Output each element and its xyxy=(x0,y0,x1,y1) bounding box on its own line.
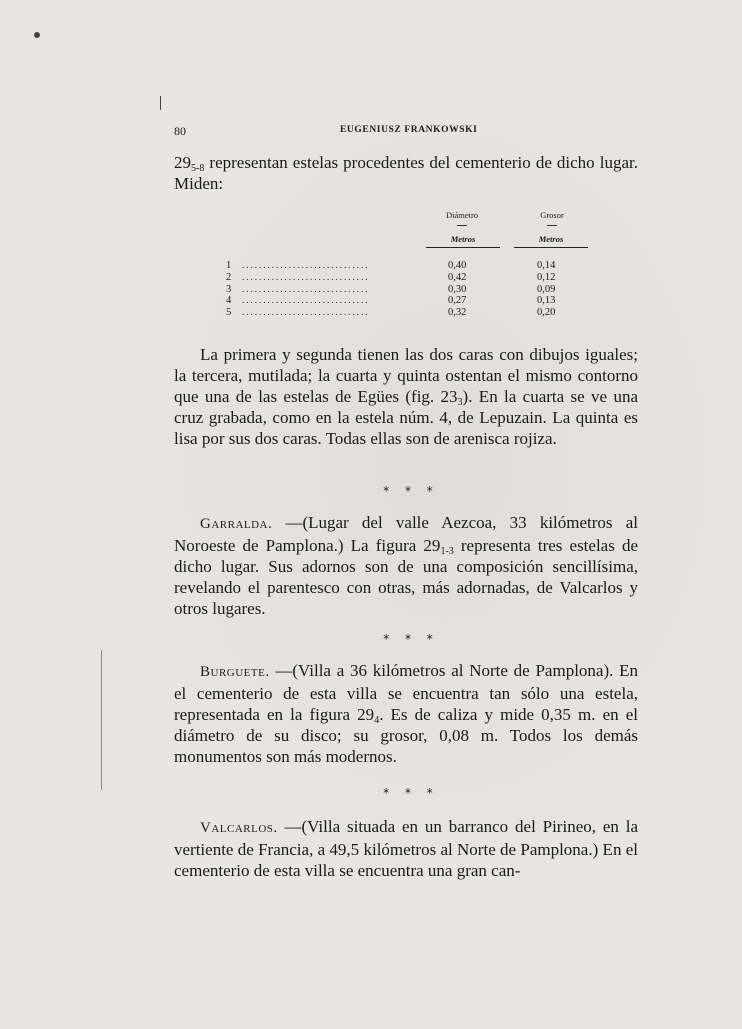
column-header-diametro: Diámetro xyxy=(445,210,479,220)
figure-sub: 3 xyxy=(457,397,463,408)
section-separator: * * * xyxy=(383,786,439,800)
paragraph-burguete xyxy=(174,660,638,767)
paragraph-text: —(Villa a 36 kilómetros al Norte de Pamplona). En el cementerio de esta villa se encuentra tan sólo una estela, representada en la figura 29 xyxy=(174,661,638,724)
intro-figure-ref: 29 xyxy=(174,153,191,172)
row-grosor: 0,12 xyxy=(537,271,556,283)
table-row xyxy=(226,307,596,319)
row-grosor: 0,09 xyxy=(537,283,556,295)
row-number: 4 xyxy=(226,295,232,307)
paragraph-garralda xyxy=(174,512,638,619)
row-number: 5 xyxy=(226,307,232,319)
paragraph-text: representa tres estelas de dicho lugar. Sus adornos son de una composición sencillísima, revelando el parentesco con otras, más adornadas, de Valcarlos y otros lugares. xyxy=(174,536,639,618)
row-leader: .............................. xyxy=(242,283,370,294)
row-leader: .............................. xyxy=(242,307,370,318)
row-leader: .............................. xyxy=(242,260,370,270)
scan-speck xyxy=(34,32,40,38)
table-row xyxy=(226,295,596,307)
table-row xyxy=(226,284,596,296)
place-name: Valcarlos. xyxy=(200,820,278,836)
scan-speck xyxy=(160,96,161,110)
paragraph-valcarlos xyxy=(174,816,638,881)
unit-label-diametro: Metros xyxy=(426,234,500,248)
intro-figure-sub: 5-8 xyxy=(191,163,205,174)
figure-sub: 1-3 xyxy=(440,546,454,557)
intro-text: representan estelas procedentes del cementerio de dicho lugar. Miden: xyxy=(174,153,638,193)
page-number: 80 xyxy=(174,124,186,138)
row-number: 1 xyxy=(226,260,232,271)
unit-label-grosor: Metros xyxy=(514,234,588,248)
row-diametro: 0,42 xyxy=(448,271,467,283)
figure-sub: 4 xyxy=(374,715,380,726)
paragraph-text: La primera y segunda tienen las dos caras con dibujos iguales; la tercera, mutilada; la cuarta y quinta ostentan el mismo contorno que una de las estelas de Egües (fig. 23 xyxy=(174,345,638,406)
row-grosor: 0,14 xyxy=(537,260,556,271)
column-header-grosor: Grosor xyxy=(540,210,564,220)
row-leader: .............................. xyxy=(242,271,370,282)
table-row xyxy=(226,260,596,272)
paragraph-text: —(Villa situada en un barranco del Pirineo, en la vertiente de Francia, a 49,5 kilómetros al Norte de Pamplona.) En el cementerio de esta villa se encuentra una gran can- xyxy=(174,817,638,880)
header-dash xyxy=(547,225,557,226)
row-grosor: 0,13 xyxy=(537,295,556,307)
paragraph-description xyxy=(174,344,638,449)
row-number: 3 xyxy=(226,283,232,295)
row-grosor: 0,20 xyxy=(537,307,556,319)
row-number: 2 xyxy=(226,271,232,283)
paragraph-text: . Es de caliza y mide 0,35 m. en el diámetro de su disco; su grosor, 0,08 m. Todos los demás monumentos son más modernos. xyxy=(174,705,639,766)
row-diametro: 0,27 xyxy=(448,295,467,307)
intro-paragraph xyxy=(174,152,638,194)
row-diametro: 0,30 xyxy=(448,283,467,295)
paragraph-text: —(Lugar del valle Aezcoa, 33 kilómetros al Noroeste de Pamplona.) La figura 29 xyxy=(174,513,638,555)
place-name: Garralda. xyxy=(200,516,273,532)
header-dash xyxy=(457,225,467,226)
row-leader: .............................. xyxy=(242,295,370,306)
section-separator: * * * xyxy=(383,632,439,646)
row-diametro: 0,32 xyxy=(448,307,467,319)
paragraph-text: ). En la cuarta se ve una cruz grabada, como en la estela núm. 4, de Lepuzain. La quinta es lisa por sus dos caras. Todas ellas son de arenisca rojiza. xyxy=(174,387,638,448)
running-head: EUGENIUSZ FRANKOWSKI xyxy=(340,125,478,135)
table-row xyxy=(226,272,596,284)
page-header xyxy=(174,124,636,140)
row-diametro: 0,40 xyxy=(448,260,467,271)
section-separator: * * * xyxy=(383,484,439,498)
scan-speck xyxy=(101,650,102,790)
place-name: Burguete. xyxy=(200,664,270,680)
table-rows xyxy=(226,260,596,319)
